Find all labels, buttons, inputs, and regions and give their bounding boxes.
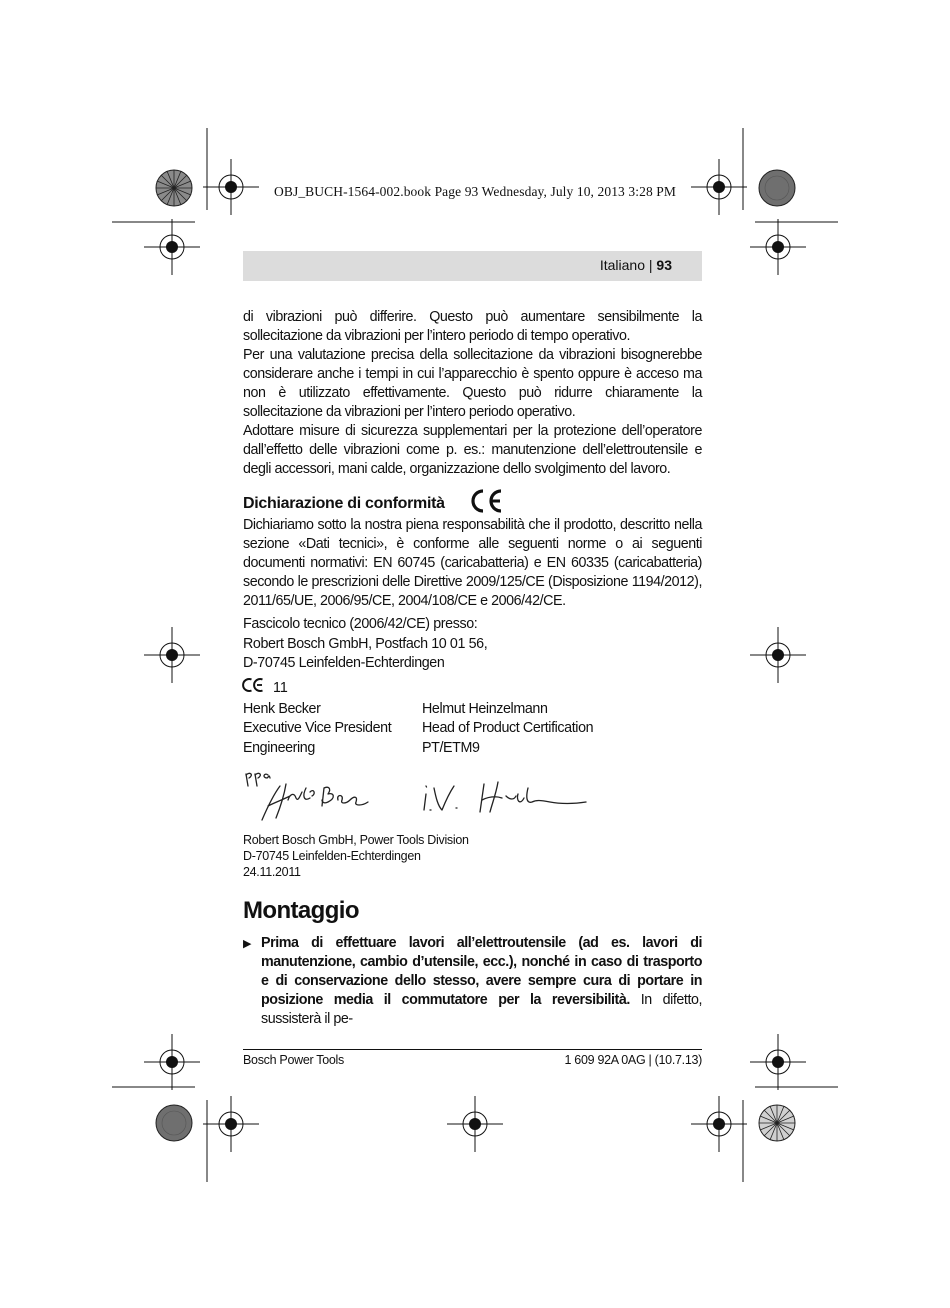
- signatories-grid: [243, 700, 702, 758]
- bullet-text: [261, 934, 702, 1029]
- intro-section: [243, 308, 702, 479]
- page-header: [600, 257, 672, 273]
- bullet-bold-text: Prima di effettuare lavori all’elettroutensile (ad es. lavori di manutenzione, cambio d’utensile, ecc.), nonché in caso di trasporto e di conservazione dello stesso, avere sempre cura di portare in posizione media il commutatore per la reversibilità.: [261, 935, 702, 1008]
- company-line: D-70745 Leinfelden-Echterdingen: [243, 849, 421, 863]
- assembly-bullet: [243, 934, 702, 1029]
- technical-file-line: Robert Bosch GmbH, Postfach 10 01 56,: [243, 635, 488, 652]
- registration-target-right-middle: [748, 625, 808, 685]
- header-separator: |: [648, 257, 653, 273]
- signatory-department: Engineering: [243, 739, 315, 756]
- signatory-department: PT/ETM9: [422, 739, 480, 756]
- intro-paragraph: Per una valutazione precisa della sollecitazione da vibrazioni bisognerebbe considerare anche i tempi in cui l’apparecchio è spento oppure è acceso ma non è utilizzato effettivamente. Questo può ridurre chiaramente la sollecitazione da vibrazioni per l’intero periodo operativo.: [243, 347, 702, 420]
- registration-target-right-lower: [748, 1032, 808, 1092]
- starburst-target-bottom-right: [757, 1103, 797, 1143]
- triangle-bullet-icon: ▶: [243, 938, 252, 950]
- conformity-declaration-block: [243, 516, 702, 611]
- technical-file-block: [243, 615, 702, 674]
- footer-brand: Bosch Power Tools: [243, 1053, 344, 1067]
- assembly-heading: Montaggio: [243, 897, 359, 924]
- registration-target-bottom-center: [445, 1094, 505, 1154]
- printer-slug-line: OBJ_BUCH-1564-002.book Page 93 Wednesday, July 10, 2013 3:28 PM: [274, 184, 676, 199]
- gray-target-bottom-left: [154, 1103, 194, 1143]
- ce-year-row: [243, 677, 288, 698]
- signatory-name: Henk Becker: [243, 701, 321, 717]
- handwritten-signatures-image: [240, 766, 600, 830]
- signatory-title: Head of Product Certification: [422, 720, 594, 737]
- company-date: 24.11.2011: [243, 865, 301, 879]
- registration-target-right-upper: [748, 217, 808, 277]
- bullet-normal-text: In difetto, sussisterà il pe-: [261, 992, 702, 1027]
- company-block: [243, 832, 702, 880]
- ce-year: 11: [273, 679, 288, 696]
- intro-paragraph: Adottare misure di sicurezza supplementari per la protezione dell’operatore dall’effetto delle vibrazioni come p. es.: manutenzione dell’elettroutensile e degli accessori, mani calde, organizzazione dello svolgimento del lavoro.: [243, 423, 702, 477]
- assembly-section: [243, 897, 702, 925]
- header-page-number: 93: [656, 257, 672, 273]
- signatory-title: Executive Vice President: [243, 720, 392, 737]
- intro-paragraph: di vibrazioni può differire. Questo può aumentare sensibilmente la sollecitazione da vibrazioni per l’intero periodo di tempo operativo.: [243, 309, 702, 344]
- page-header-bar: [243, 251, 702, 281]
- signatory-name: Helmut Heinzelmann: [422, 701, 548, 717]
- registration-target-bottom-right: [689, 1094, 749, 1154]
- company-line: Robert Bosch GmbH, Power Tools Division: [243, 833, 469, 847]
- ce-mark-small-icon: [243, 677, 265, 698]
- registration-target-bottom-left: [201, 1094, 261, 1154]
- bullet-item: [243, 934, 702, 1029]
- footer-document-code: 1 609 92A 0AG | (10.7.13): [564, 1053, 702, 1067]
- registration-target-left-middle: [142, 625, 202, 685]
- conformity-heading-text: Dichiarazione di conformità: [243, 494, 445, 512]
- technical-file-line: Fascicolo tecnico (2006/42/CE) presso:: [243, 616, 478, 632]
- header-language: Italiano: [599, 257, 645, 273]
- registration-target-left-lower: [142, 1032, 202, 1092]
- registration-target-left-upper: [142, 217, 202, 277]
- technical-file-line: D-70745 Leinfelden-Echterdingen: [243, 655, 445, 671]
- footer-rule: [243, 1049, 702, 1050]
- conformity-declaration: Dichiariamo sotto la nostra piena responsabilità che il prodotto, descritto nella sezione «Dati tecnici», è conforme alle seguenti norme o ai seguenti documenti normativi: EN 60745 (caricabatteria) e EN 60335 (caricabatteria) secondo le prescrizioni delle Direttive 2009/125/CE (Disposizione 1194/2012), 2011/65/UE, 2006/95/CE, 2004/108/CE e 2006/42/CE.: [243, 517, 702, 609]
